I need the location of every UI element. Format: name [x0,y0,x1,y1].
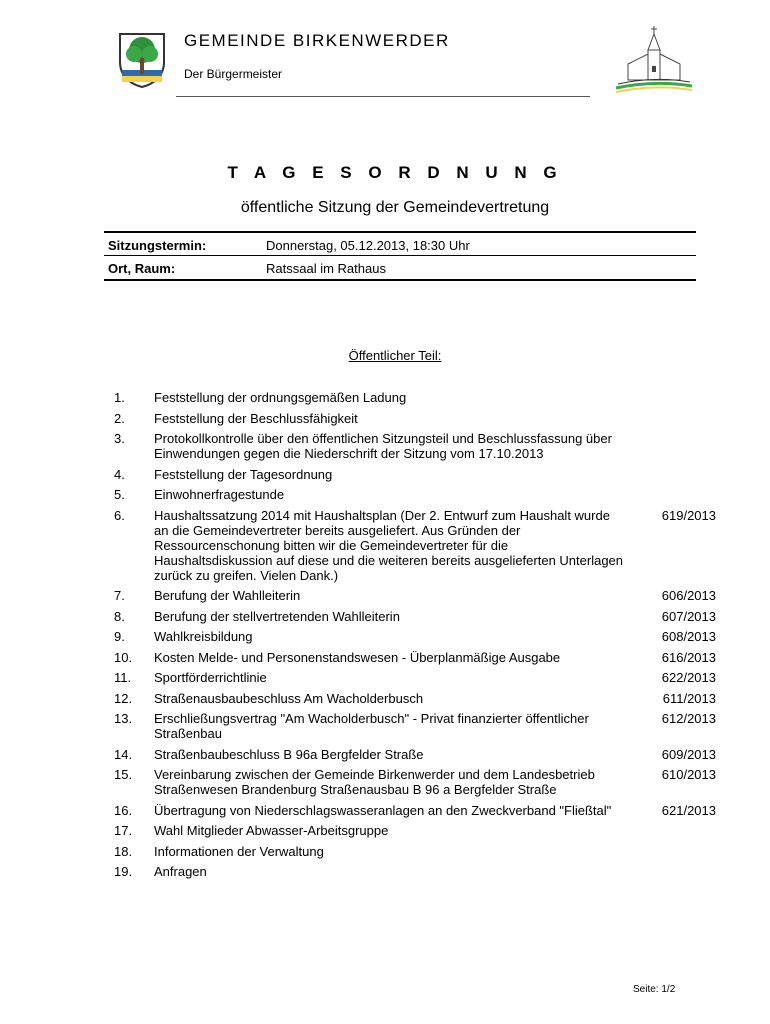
agenda-item-number: 4. [114,466,125,482]
agenda-item-reference: 608/2013 [661,629,716,644]
agenda-item-text: Feststellung der Beschlussfähigkeit [154,410,358,426]
agenda-item-text: Vereinbarung zwischen der Gemeinde Birkenwerder und dem Landesbetrieb Straßenwesen Brandenburg Straßenausbau B 96 a Bergfelder Straße [154,767,595,797]
agenda-item [114,467,724,482]
agenda-item-text: Anfragen [154,864,207,879]
agenda-item-number: 3. [114,431,125,446]
agenda-item-reference: 622/2013 [661,670,716,685]
agenda-item-number: 11. [114,670,132,685]
agenda-item-text: Informationen der Verwaltung [154,843,324,859]
page-number: Seite: 1/2 [633,984,676,995]
meeting-location-row [104,255,696,281]
agenda-item [114,691,724,706]
coat-of-arms-icon [118,32,166,88]
agenda-item-text: Straßenbaubeschluss B 96a Bergfelder Straße [154,746,424,762]
meeting-date-label: Sitzungstermin: [108,238,207,253]
agenda-item [114,390,724,405]
agenda-item-text: Sportförderrichtlinie [154,670,267,685]
agenda-item-number: 13. [114,711,133,726]
agenda-item [114,711,724,741]
agenda-item-reference: 621/2013 [661,802,716,818]
meeting-location-label: Ort, Raum: [108,261,176,276]
agenda-item-text: Wahl Mitglieder Abwasser-Arbeitsgruppe [154,823,389,838]
agenda-item-text: Feststellung der ordnungsgemäßen Ladung [154,390,407,405]
agenda-item [114,411,724,426]
header-divider [176,96,590,97]
agenda-item [114,767,724,797]
agenda-item [114,431,724,461]
section-heading: Öffentlicher Teil: [348,348,442,363]
agenda-item-number: 17. [114,823,133,838]
agenda-item-text: Protokollkontrolle über den öffentlichen Sitzungsteil und Beschlussfassung über Einwendungen gegen die Niederschrift der Sitzung vom 17.10.2013 [154,431,612,461]
agenda-item-reference: 609/2013 [661,746,716,762]
document-subtitle: öffentliche Sitzung der Gemeindevertretung [240,199,550,216]
agenda-item-text: Berufung der Wahlleiterin [154,588,301,603]
agenda-item-text: Erschließungsvertrag "Am Wacholderbusch" - Privat finanzierter öffentlicher Straßenbau [154,711,589,741]
agenda-item [114,670,724,685]
org-subtitle: Der Bürgermeister [184,67,283,81]
agenda-item-reference: 611/2013 [662,690,716,706]
agenda-item-text: Haushaltssatzung 2014 mit Haushaltsplan (Der 2. Entwurf zum Haushalt wurde an die Gemeindevertreter bereits ausgeliefert. Aus Gründen der Ressourcenschonung bitten wir die Gemeindevertreter für die Haushaltsdiskussion auf diese und die weiteren bereits ausgelieferten Unterlagen zurück zu greifen. Vielen Dank.) [154,507,624,583]
agenda-item [114,588,724,603]
agenda-item-reference: 610/2013 [661,767,716,782]
agenda-item-number: 7. [114,588,125,603]
agenda-item-number: 6. [114,507,125,523]
agenda-item [114,650,724,665]
agenda-item-number: 12. [114,690,133,706]
agenda-item-number: 14. [114,746,133,762]
agenda-item-text: Übertragung von Niederschlagswasseranlagen an den Zweckverband "Fließtal" [154,802,612,818]
agenda-item-number: 9. [114,629,125,644]
agenda-item [114,629,724,644]
meeting-date-value: Donnerstag, 05.12.2013, 18:30 Uhr [266,238,470,253]
agenda-item [114,508,724,583]
document-title: T A G E S O R D N U N G [227,163,563,182]
agenda-item-number: 10. [114,649,133,665]
letterhead [0,0,770,100]
agenda-item-text: Straßenausbaubeschluss Am Wacholderbusch [154,690,424,706]
agenda-item-text: Feststellung der Tagesordnung [154,466,333,482]
agenda-item [114,823,724,838]
agenda-item [114,844,724,859]
agenda-item [114,747,724,762]
agenda-item-number: 15. [114,767,133,782]
agenda-item-reference: 619/2013 [661,507,716,523]
agenda-list [114,390,724,885]
agenda-item-text: Wahlkreisbildung [154,629,253,644]
agenda-item [114,609,724,624]
agenda-item-number: 16. [114,802,133,818]
agenda-item-reference: 612/2013 [661,711,716,726]
agenda-item-number: 19. [114,864,133,879]
org-name: GEMEINDE BIRKENWERDER [184,31,450,50]
agenda-item-reference: 606/2013 [661,588,716,603]
meeting-location-value: Ratssaal im Rathaus [266,261,386,276]
agenda-item-number: 1. [114,390,125,405]
meeting-info-table [104,231,696,281]
agenda-item [114,803,724,818]
agenda-item-number: 8. [114,608,125,624]
agenda-item [114,864,724,879]
agenda-item-text: Einwohnerfragestunde [154,487,285,502]
agenda-item-number: 5. [114,487,125,502]
agenda-item-reference: 616/2013 [661,649,716,665]
church-icon [614,26,694,94]
agenda-item-text: Berufung der stellvertretenden Wahlleiterin [154,608,400,624]
agenda-item-number: 18. [114,843,133,859]
meeting-date-row [104,231,696,255]
agenda-item-text: Kosten Melde- und Personenstandswesen - Überplanmäßige Ausgabe [154,649,561,665]
agenda-item-reference: 607/2013 [661,608,716,624]
agenda-item-number: 2. [114,410,125,426]
agenda-item [114,487,724,502]
